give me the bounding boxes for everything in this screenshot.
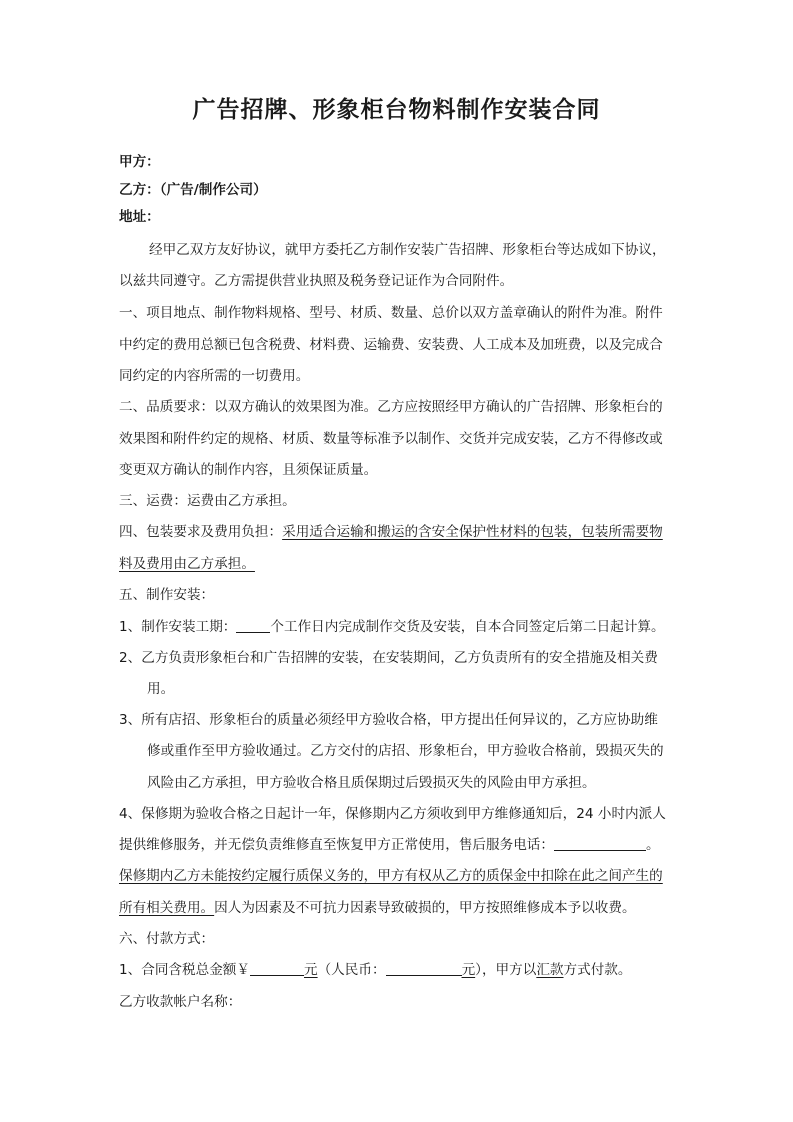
- clause-2-line: 二、品质要求：以双方确认的效果图为准。乙方应按照经甲方确认的广告招牌、形象柜台的: [119, 399, 663, 415]
- document-title: 广告招牌、形象柜台物料制作安装合同: [192, 96, 601, 123]
- clause-4-underlined: 料及费用由乙方承担。: [119, 556, 255, 572]
- rmb-label: （人民币：: [317, 962, 386, 978]
- intro-line: 经甲乙双方友好协议，就甲方委托乙方制作安装广告招牌、形象柜台等达成如下协议，: [149, 242, 666, 258]
- clause-5-item-2: 2、乙方负责形象柜台和广告招牌的安装，在安装期间，乙方负责所有的安全措施及相关费: [119, 650, 658, 666]
- clause-6-item-1: [119, 960, 679, 980]
- clause-4-line: [119, 522, 679, 542]
- clause-5-item-4: [119, 835, 679, 855]
- clause-6-heading: 六、付款方式：: [119, 931, 215, 947]
- clause-5-item-4: [119, 898, 679, 918]
- rmb-blank: [386, 961, 462, 976]
- clause-4-line: [119, 554, 679, 574]
- account-name-label: 乙方收款帐户名称：: [119, 994, 242, 1010]
- clause-2-line: 变更双方确认的制作内容，且须保证质量。: [119, 462, 378, 478]
- clause-1-line: 一、项目地点、制作物料规格、型号、材质、数量、总价以双方盖章确认的附件为准。附件: [119, 305, 663, 321]
- clause-5-item-1: [119, 617, 679, 637]
- clause-5-item-3: 修或重作至甲方验收通过。乙方交付的店招、形象柜台，甲方验收合格前，毁损灭失的: [147, 743, 664, 759]
- clause-2-line: 效果图和附件约定的规格、材质、数量等标准予以制作、交货并完成安装，乙方不得修改或: [119, 431, 663, 447]
- service-phone-blank: [554, 836, 646, 851]
- payment-method: 汇款: [536, 962, 564, 978]
- clause-5-item-2: 用。: [147, 681, 175, 697]
- address-label: 地址：: [119, 209, 160, 225]
- clause-5-item-3: 3、所有店招、形象柜台的质量必须经甲方验收合格，甲方提出任何异议的，乙方应协助维: [119, 712, 658, 728]
- clause-5-item-4: [119, 866, 679, 886]
- intro-line: 以兹共同遵守。乙方需提供营业执照及税务登记证作为合同附件。: [119, 273, 514, 289]
- warranty-text: 因人为因素及不可抗力因素导致破损的，甲方按照维修成本予以收费。: [214, 900, 636, 916]
- clause-5-item-3: 风险由乙方承担，甲方验收合格且质保期过后毁损灭失的风险由甲方承担。: [147, 775, 596, 791]
- clause-1-line: 同约定的内容所需的一切费用。: [119, 368, 310, 384]
- amount-blank: [250, 961, 304, 976]
- clause-5-item-4: 4、保修期为验收合格之日起计一年，保修期内乙方须收到甲方维修通知后，24 小时内派人: [119, 806, 666, 822]
- amount-unit: 元: [304, 962, 318, 978]
- party-b-label: 乙方：（广告/制作公司）: [119, 182, 267, 198]
- period-mark: 。: [646, 837, 660, 853]
- clause-4-underlined: 采用适合运输和搬运的含安全保护性材料的包装，包装所需要物: [282, 524, 663, 540]
- clause-3-line: 三、运费：运费由乙方承担。: [119, 493, 296, 509]
- warranty-underlined: 保修期内乙方未能按约定履行质保义务的，甲方有权从乙方的质保金中扣除在此之间产生的: [119, 868, 663, 884]
- rmb-unit: 元: [461, 962, 476, 978]
- clause-1-line: 中约定的费用总额已包含税费、材料费、运输费、安装费、人工成本及加班费，以及完成合: [119, 337, 663, 353]
- item-1-suffix: 个工作日内完成制作交货及安装，自本合同签定后第二日起计算。: [270, 619, 665, 635]
- clause-5-heading: 五、制作安装：: [119, 587, 215, 603]
- party-a-label: 甲方：: [119, 154, 160, 170]
- duration-blank: [236, 618, 270, 633]
- amount-label: 1、合同含税总金额￥: [119, 962, 250, 978]
- warranty-underlined: 所有相关费用。: [119, 900, 215, 916]
- payment-text: ），甲方以: [475, 962, 537, 978]
- payment-text: 方式付款。: [563, 962, 632, 978]
- item-1-prefix: 1、制作安装工期：: [119, 619, 237, 635]
- service-phone-label: 提供维修服务，并无偿负责维修直至恢复甲方正常使用，售后服务电话：: [119, 837, 554, 853]
- clause-4-lead: 四、包装要求及费用负担：: [119, 524, 283, 540]
